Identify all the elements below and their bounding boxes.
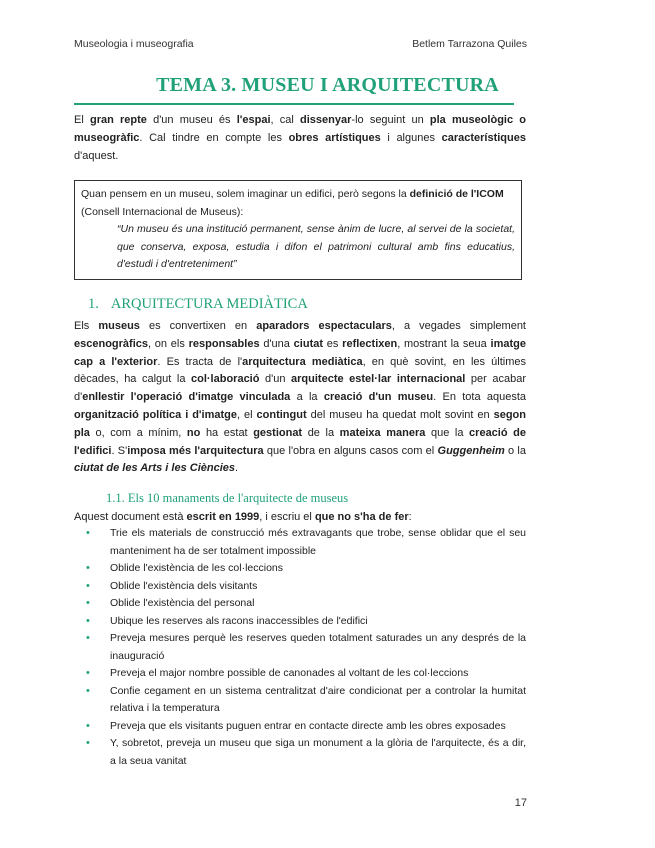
bold-text: gran repte xyxy=(89,114,147,126)
list-item xyxy=(82,560,526,578)
list-item xyxy=(82,525,526,560)
text-run: per acabar d' xyxy=(74,373,526,404)
text-run: i algunes xyxy=(380,131,442,144)
text-run: Aquest document està xyxy=(74,511,187,523)
list-item-text: Ubique les reserves als racons inaccessibles de l'edifici xyxy=(110,614,368,627)
list-item-text: Preveja que els visitants puguen entrar en contacte directe amb les obres exposades xyxy=(110,719,506,732)
bold-text: pla museològic o museogràfic xyxy=(74,114,526,144)
text-run: , on els xyxy=(147,337,189,350)
text-run: de la xyxy=(302,426,340,439)
bold-text: responsables xyxy=(188,337,260,350)
bullet-icon: • xyxy=(86,667,90,679)
bold-text: no xyxy=(186,426,201,439)
list-item xyxy=(82,735,526,770)
list-item-text: Preveja el major nombre possible de canonades al voltant de les col·leccions xyxy=(110,667,469,679)
list-item xyxy=(82,578,526,596)
title-divider xyxy=(74,103,514,105)
bold-text: obres artístiques xyxy=(288,131,381,144)
bold-text: segon pla xyxy=(74,408,526,439)
bullet-icon: • xyxy=(86,737,90,749)
text-run: : xyxy=(408,511,412,523)
bold-text: organització política i d'imatge xyxy=(74,408,237,421)
architecture-paragraph xyxy=(74,318,526,478)
bold-text: definició de l'ICOM xyxy=(409,188,504,200)
section-heading xyxy=(88,296,308,313)
bold-text: contingut xyxy=(256,408,307,421)
bold-text: creació de l'edifici xyxy=(74,426,526,457)
bold-text: creació d'un museu xyxy=(323,391,434,404)
text-run: a la xyxy=(290,391,324,404)
text-run: del museu ha quedat molt sovint en xyxy=(306,408,494,421)
text-run: que l'obra en alguns casos com el xyxy=(263,444,438,457)
list-item-text: Preveja mesures perquè les reserves queden totalment saturades un any després de la inauguració xyxy=(110,632,526,662)
text-run: , el xyxy=(237,408,257,421)
bullet-icon: • xyxy=(86,597,90,609)
bullet-icon: • xyxy=(86,684,90,697)
list-item-text: Oblide l'existència dels visitants xyxy=(110,579,258,592)
text-run: El xyxy=(74,114,90,126)
text-run: o, com a mínim, xyxy=(89,426,187,439)
bullet-icon: • xyxy=(86,579,90,592)
text-run: d'aquest. xyxy=(74,149,119,162)
bold-text: mateixa manera xyxy=(339,426,426,439)
text-run: -lo seguint un xyxy=(351,114,430,126)
bullet-icon: • xyxy=(86,614,90,627)
text-run: , mostrant la seua xyxy=(397,337,491,350)
bold-text: arquitecte estel·lar internacional xyxy=(291,373,466,386)
text-run: que la xyxy=(425,426,470,439)
bold-text: que no s'ha de fer xyxy=(314,511,409,523)
text-run: d'un xyxy=(259,373,292,386)
section-number: 1. xyxy=(88,296,99,312)
text-run: es xyxy=(323,337,343,350)
list-item-text: Trie els materials de construcció més extravagants que trobe, sense oblidar que el seu manteniment ha de ser totalment impossible xyxy=(110,527,526,557)
bold-text: col·laboració xyxy=(191,373,260,386)
icom-intro-line xyxy=(81,186,515,221)
bold-text: ciutat xyxy=(293,337,324,350)
bold-text: aparadors espectaculars xyxy=(256,320,392,332)
bold-italic-text: Guggenheim xyxy=(437,444,505,457)
list-item xyxy=(82,683,526,718)
list-item-text: Y, sobretot, preveja un museu que siga un monument a la glòria de l'arquitecte, és a dir, a la seua vanitat xyxy=(110,737,526,767)
bold-text: museus xyxy=(98,320,140,332)
bold-text: imposa més l'arquitectura xyxy=(127,444,264,457)
header-right: Betlem Tarrazona Quiles xyxy=(412,38,527,50)
text-run: . En tota aquesta xyxy=(433,391,527,404)
bullet-icon: • xyxy=(86,719,90,732)
text-run: Els xyxy=(74,320,99,332)
bullet-icon: • xyxy=(86,632,90,644)
bold-text: l'espai xyxy=(236,114,271,126)
text-run: d'una xyxy=(259,337,294,350)
text-run: . xyxy=(235,462,239,475)
text-run: (Consell Internacional de Museus): xyxy=(81,205,244,218)
list-item-text: Oblide l'existència del personal xyxy=(110,597,255,609)
bold-italic-text: ciutat de les Arts i les Ciències xyxy=(74,462,235,475)
bullet-icon: • xyxy=(86,562,90,574)
bold-text: gestionat xyxy=(253,426,303,439)
icom-definition-box xyxy=(74,180,522,280)
bold-text: imatge cap a l'exterior xyxy=(74,337,526,368)
text-run: . Es tracta de l' xyxy=(157,355,243,368)
bullet-icon: • xyxy=(86,527,90,539)
intro-paragraph xyxy=(74,112,526,165)
list-item xyxy=(82,718,526,736)
subsection-heading: 1.1. Els 10 manaments de l'arquitecte de museus xyxy=(106,491,349,505)
page-number: 17 xyxy=(514,797,527,809)
text-run: . Cal tindre en compte les xyxy=(139,131,289,144)
bold-text: escenogràfics xyxy=(74,337,148,350)
header-left: Museologia i museografia xyxy=(74,38,194,50)
text-run: Quan pensem en un museu, solem imaginar un edifici, però segons la xyxy=(81,188,410,200)
text-run: o la xyxy=(504,444,526,457)
bold-text: dissenyar xyxy=(300,114,352,126)
bold-text: característiques xyxy=(441,131,526,144)
text-run: es convertixen en xyxy=(139,320,257,332)
list-item xyxy=(82,595,526,613)
list-item-text: Confie cegament en un sistema centralitzat d'aire condicionat per a controlar la humitat relativa i la temperatura xyxy=(110,684,526,714)
text-run: , en què sovint, en les últimes dècades, ha calgut la xyxy=(74,355,526,386)
bold-text: enllestir l'operació d'imatge vinculada xyxy=(82,391,291,404)
list-item-text: Oblide l'existència de les col·leccions xyxy=(110,562,284,574)
text-run: , i escriu el xyxy=(259,511,315,523)
icom-quote: “Un museu és una institució permanent, sense ànim de lucre, al servei de la societat, que conserva, exposa, estudia i difon el patrimoni cultural amb fins educatius, d'estudi i d'entreteniment” xyxy=(117,223,515,270)
list-item xyxy=(82,665,526,683)
page-title: TEMA 3. MUSEU I ARQUITECTURA xyxy=(156,74,499,96)
bold-text: arquitectura mediàtica xyxy=(242,355,363,368)
text-run: . S' xyxy=(111,444,128,457)
section-title: ARQUITECTURA MEDIÀTICA xyxy=(110,296,308,312)
list-item xyxy=(82,630,526,665)
bold-text: escrit en 1999 xyxy=(186,511,260,523)
text-run: , a vegades simplement xyxy=(391,320,526,332)
text-run: d'un museu és xyxy=(146,114,237,126)
text-run: , cal xyxy=(270,114,301,126)
commandments-list xyxy=(82,525,526,770)
text-run: ha estat xyxy=(200,426,254,439)
bold-text: reflectixen xyxy=(342,337,398,350)
list-item xyxy=(82,613,526,631)
